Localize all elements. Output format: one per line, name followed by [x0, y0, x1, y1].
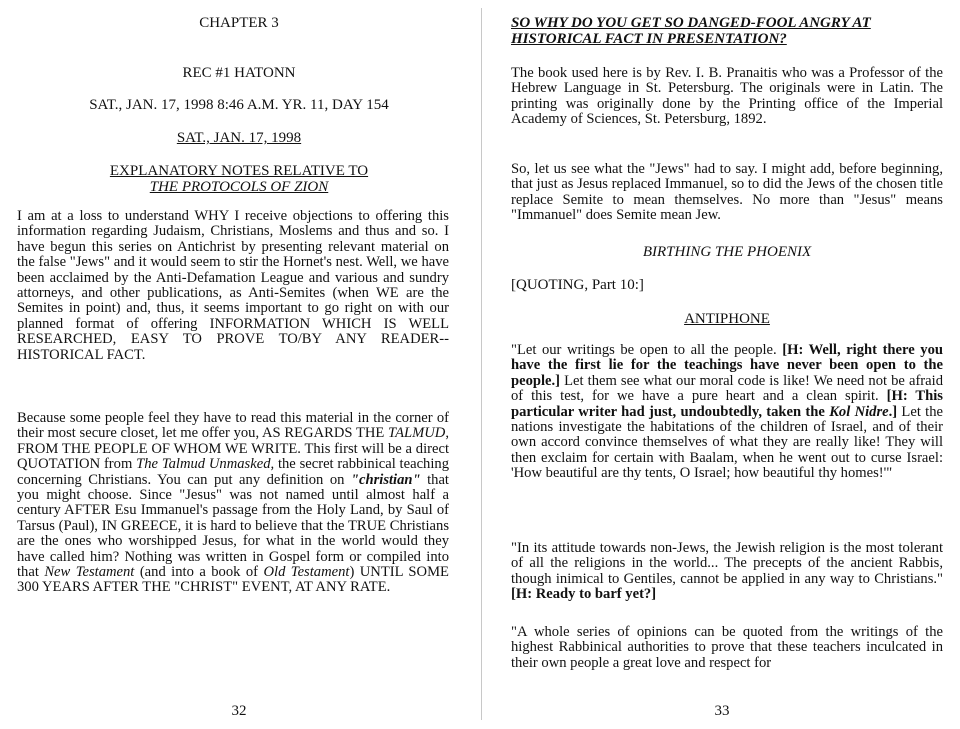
right-paragraph-5: "A whole series of opinions can be quoted from the writings of the highest Rabbinical authorities to prove that these teachers inculcated in their own people a great love and respect for — [511, 624, 943, 671]
page-number-left: 32 — [231, 703, 247, 719]
antiphone-heading: ANTIPHONE — [684, 311, 770, 327]
p3-kol-nidre: Kol Nidre — [829, 403, 889, 420]
heading-line-2: THE PROTOCOLS OF ZION — [149, 179, 329, 195]
right-paragraph-4 — [511, 541, 943, 603]
p2-part-b: , FROM THE PEOPLE OF WHOM WE WRITE. This first will be a direct QUOTATION from — [17, 425, 449, 473]
p2-part-d: that you might choose. Since "Jesus" was not named until almost half a century AFTER Esu Immanuel's passage from the Holy Land, by Saul of Tarsus (Paul), IN GREECE, it is hard to believe that the TRUE Christians are the ones who worshipped Jesus, for what in the world would they have called him? Nothing was written in Gospel form or compiled into that — [17, 471, 449, 581]
p3-part-f: Let the nations investigate the habitations of the children of Israel, and of their own accord convince themselves of what they are really like! They will then exclaim for certain with Baalam, when he went out to curse Israel: 'How beautiful are thy tents, O Israel; how beautiful thy homes!'" — [511, 403, 944, 482]
right-page — [484, 0, 960, 729]
right-heading-line-2: HISTORICAL FACT IN PRESENTATION? — [511, 31, 787, 47]
p2-christian: "christian" — [350, 471, 421, 488]
p2-old-testament: Old Testament — [263, 564, 350, 581]
p3-comment-1: [H: Well, right there you have the first lie for the teachings have never been open to the people.] — [511, 342, 943, 389]
chapter-title: CHAPTER 3 — [199, 15, 279, 31]
p2-part-f: ) UNTIL SOME 300 YEARS AFTER THE "CHRIST" EVENT, AT ANY RATE. — [17, 564, 449, 596]
subheading-phoenix: BIRTHING THE PHOENIX — [642, 244, 812, 260]
left-page — [0, 0, 478, 729]
right-paragraph-1: The book used here is by Rev. I. B. Pranaitis who was a Professor of the Hebrew Language in St. Petersburg. The originals were in Latin. The printing was originally done by the Printing office of the Imperial Academy of Sciences, St. Petersburg, 1892. — [511, 65, 943, 128]
heading-line-1: EXPLANATORY NOTES RELATIVE TO — [109, 163, 369, 179]
p2-part-e: (and into a book of — [134, 564, 264, 581]
p4-part-a: "In its attitude towards non-Jews, the Jewish religion is the most tolerant of all the religions in the world... The precepts of the ancient Rabbis, though inimical to Gentiles, cannot be applied in any way to Christians." — [511, 540, 943, 587]
paragraph-2 — [17, 411, 449, 596]
p3-part-c: Let them see what our moral code is like! We need not be afraid of this test, for we have a pure heart and a clean spirit. — [511, 372, 943, 405]
p2-talmud: TALMUD — [388, 425, 446, 442]
record-line: REC #1 HATONN — [182, 65, 296, 81]
p2-book-title: The Talmud Unmasked, — [136, 456, 275, 473]
date-underlined: SAT., JAN. 17, 1998 — [176, 130, 302, 146]
p4-comment: [H: Ready to barf yet?] — [511, 586, 657, 603]
p3-comment-2: [H: This particular writer had just, undoubtedly, taken the — [511, 388, 943, 420]
right-heading-line-1: SO WHY DO YOU GET SO DANGED-FOOL ANGRY AT — [511, 15, 871, 31]
page-gutter — [481, 8, 482, 720]
paragraph-1: I am at a loss to understand WHY I receive objections to offering this information regarding Judaism, Christians, Moslems and thus and so. I have begun this series on Antichrist by presenting relevant material on the false "Jews" and it would seem to stir the Hornet's nest. Well, we have been acclaimed by the Anti-Defamation League and various and sundry attorneys, and other publications, as Anti-Semites (when WE are the Semites in point) and, thus, it seems important to go right on with our planned format of offering INFORMATION WHICH IS WELL RESEARCHED, EASY TO PROVE TO/BY ANY READER--HISTORICAL FACT. — [17, 208, 449, 363]
p2-part-a: Because some people feel they have to read this material in the corner of their most secure closet, let me offer you, AS REGARDS THE — [17, 410, 449, 442]
right-paragraph-3 — [511, 343, 943, 482]
page-number-right: 33 — [714, 703, 730, 719]
p3-comment-2-end: .] — [888, 403, 898, 420]
quoting-line: [QUOTING, Part 10:] — [511, 277, 644, 293]
date-line: SAT., JAN. 17, 1998 8:46 A.M. YR. 11, DAY 154 — [89, 97, 389, 113]
p3-part-a: "Let our writings be open to all the people. — [511, 342, 783, 358]
p2-new-testament: New Testament — [44, 564, 135, 581]
right-paragraph-2: So, let us see what the "Jews" had to say. I might add, before beginning, that just as Jesus replaced Immanuel, so to did the Jews of the chosen title replace Semite to mean themselves. No more than "Jesus" means "Immanuel" does Semite mean Jew. — [511, 161, 943, 224]
p2-part-c: the secret rabbinical teaching concerning Christians. You can put any definition on — [17, 456, 449, 488]
